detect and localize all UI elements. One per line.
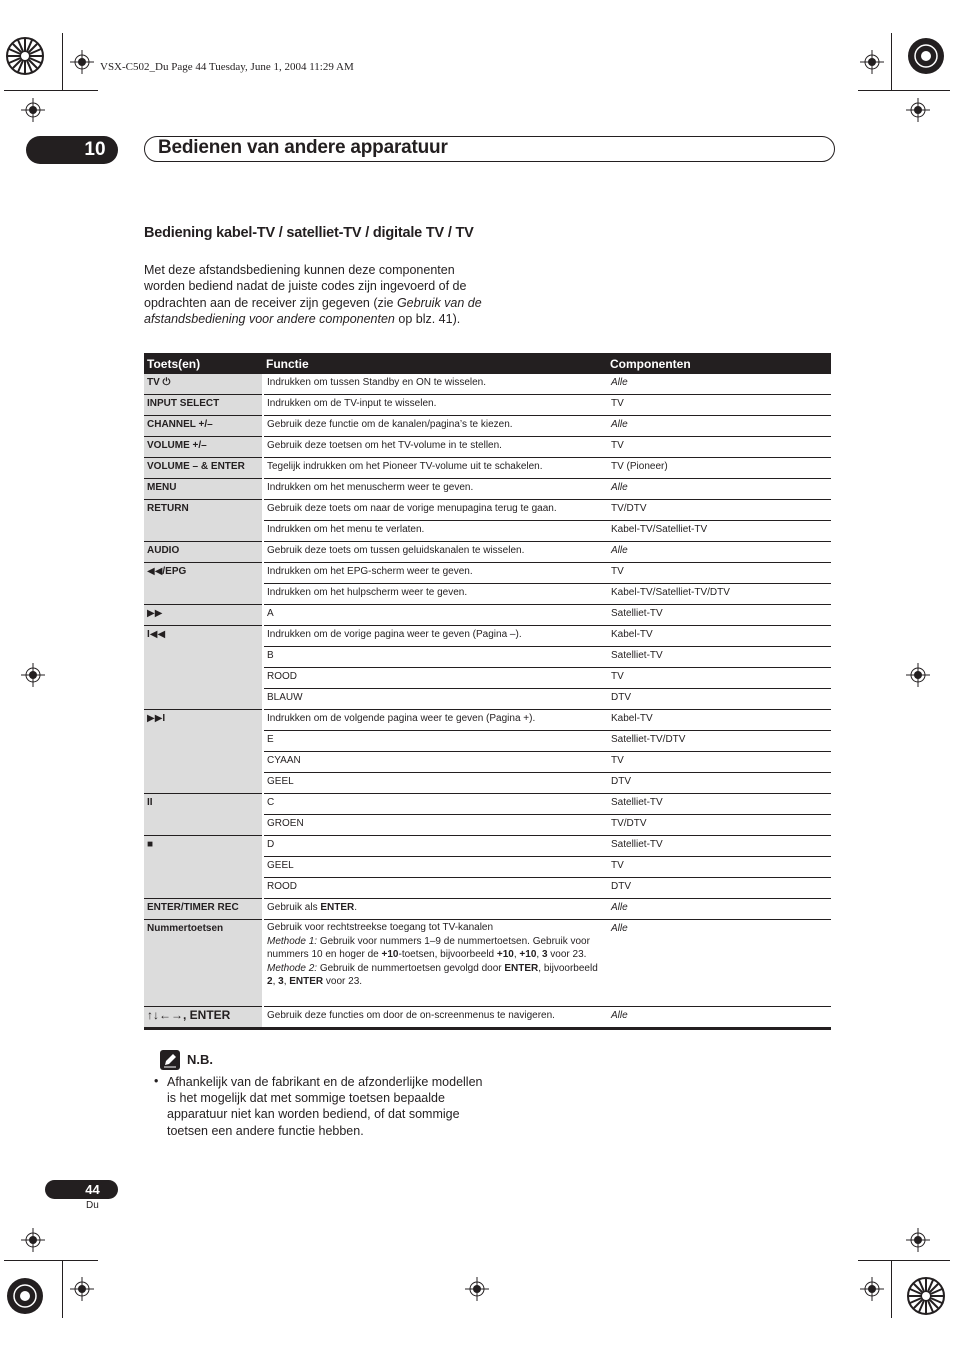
- function-cell: Indrukken om tussen Standby en ON te wisselen.: [263, 374, 607, 395]
- function-cell: E: [263, 731, 607, 752]
- function-text: Gebruik als: [267, 902, 321, 913]
- column-header-components: Componenten: [607, 353, 831, 374]
- starburst-icon: [907, 1277, 945, 1320]
- page-number: 44: [45, 1180, 118, 1199]
- function-cell: BLAUW: [263, 689, 607, 710]
- table-row: [144, 374, 831, 395]
- function-cell: Indrukken om het menuscherm weer te geven.: [263, 479, 607, 500]
- function-text: .: [354, 902, 358, 913]
- components-cell: TV: [607, 437, 831, 458]
- components-cell: TV/DTV: [607, 815, 831, 836]
- function-cell: A: [263, 605, 607, 626]
- function-text: ,: [272, 976, 279, 987]
- function-text: Gebruik de nummertoetsen gevolgd door: [317, 962, 505, 974]
- function-cell: Indrukken om het EPG-scherm weer te geven.: [263, 563, 607, 584]
- chapter-number: 10: [26, 136, 118, 164]
- table-row: [144, 899, 831, 920]
- components-cell: TV (Pioneer): [607, 458, 831, 479]
- components-cell: Alle: [607, 899, 831, 920]
- function-cell: Gebruik deze functies om door de on-screenmenus te navigeren.: [263, 1007, 607, 1029]
- language-code: Du: [86, 1200, 99, 1211]
- components-cell: DTV: [607, 878, 831, 899]
- table-header-row: [144, 353, 831, 374]
- crop-line: [891, 33, 892, 91]
- key-cell: CHANNEL +/–: [144, 416, 263, 437]
- table-row: [144, 542, 831, 563]
- note-text: Afhankelijk van de fabrikant en de afzonderlijke modellen is het mogelijk dat met sommige toetsen bepaalde apparatuur niet kan worden bediend, of dat sommige toetsen een andere functie hebben.: [167, 1075, 483, 1138]
- crop-line: [62, 1260, 63, 1318]
- function-cell: Gebruik deze toets om naar de vorige menupagina terug te gaan.: [263, 500, 607, 521]
- function-cell: Gebruik deze functie om de kanalen/pagina’s te kiezen.: [263, 416, 607, 437]
- function-cell: D: [263, 836, 607, 857]
- function-cell: [263, 920, 607, 1007]
- table-row: [144, 437, 831, 458]
- table-row: [144, 794, 831, 815]
- crosshair-icon: [906, 663, 930, 692]
- table-row: [144, 1007, 831, 1029]
- function-cell: GEEL: [263, 773, 607, 794]
- method-label: Methode 1:: [267, 935, 318, 947]
- function-cell: Indrukken om de volgende pagina weer te geven (Pagina +).: [263, 710, 607, 731]
- components-cell: Satelliet-TV/DTV: [607, 731, 831, 752]
- crosshair-icon: [860, 50, 884, 79]
- function-key-ref: +10: [381, 949, 399, 960]
- crop-line: [858, 90, 950, 91]
- components-cell: Alle: [607, 542, 831, 563]
- key-cell: INPUT SELECT: [144, 395, 263, 416]
- table-row: [144, 458, 831, 479]
- crosshair-icon: [70, 1277, 94, 1306]
- method-label: Methode 2:: [267, 962, 318, 974]
- function-cell: Tegelijk indrukken om het Pioneer TV-volume uit te schakelen.: [263, 458, 607, 479]
- components-cell: DTV: [607, 689, 831, 710]
- function-cell: GROEN: [263, 815, 607, 836]
- function-text: Gebruik voor nummers 1–9 de nummertoetsen. Gebruik voor nummers 10 en hoger de: [267, 935, 590, 960]
- components-cell: Satelliet-TV: [607, 647, 831, 668]
- starburst-icon: [6, 37, 44, 80]
- table-row: [144, 836, 831, 857]
- components-cell: TV/DTV: [607, 500, 831, 521]
- crosshair-icon: [21, 663, 45, 692]
- crosshair-icon: [70, 50, 94, 79]
- table-row: [144, 500, 831, 521]
- function-cell: Indrukken om de TV-input te wisselen.: [263, 395, 607, 416]
- remote-keys-table: [144, 353, 831, 1030]
- key-cell: RETURN: [144, 500, 263, 542]
- function-key-ref: ENTER: [289, 976, 324, 987]
- starburst-icon: [907, 37, 945, 80]
- table-row: [144, 416, 831, 437]
- table-row: [144, 395, 831, 416]
- table-row: [144, 920, 831, 1007]
- function-key-ref: +10: [496, 949, 514, 960]
- components-cell: TV: [607, 857, 831, 878]
- crosshair-icon: [906, 1228, 930, 1257]
- key-cell: VOLUME +/–: [144, 437, 263, 458]
- pencil-icon: [160, 1050, 180, 1070]
- components-cell: Alle: [607, 374, 831, 395]
- table-row: [144, 479, 831, 500]
- components-cell: Kabel-TV/Satelliet-TV: [607, 521, 831, 542]
- components-cell: TV: [607, 668, 831, 689]
- crop-line: [4, 1260, 98, 1261]
- components-cell: Alle: [607, 1007, 831, 1029]
- intro-text-end: op blz. 41).: [394, 312, 461, 327]
- function-text: -toetsen, bijvoorbeeld: [398, 949, 497, 960]
- table-row: [144, 563, 831, 584]
- note-title: N.B.: [187, 1052, 213, 1067]
- key-cell: ▶▶: [144, 605, 263, 626]
- function-cell: GEEL: [263, 857, 607, 878]
- crosshair-icon: [465, 1277, 489, 1306]
- intro-italic-ref: Gebruik van de afstandsbediening voor andere componenten: [144, 295, 482, 327]
- function-cell: Gebruik deze toetsen om het TV-volume in te stellen.: [263, 437, 607, 458]
- function-text: Gebruik voor rechtstreekse toegang tot TV-kanalen: [267, 922, 494, 933]
- key-cell: ■: [144, 836, 263, 899]
- function-cell: C: [263, 794, 607, 815]
- function-cell: ROOD: [263, 668, 607, 689]
- table-row: [144, 626, 831, 647]
- components-cell: Alle: [607, 416, 831, 437]
- column-header-function: Functie: [263, 353, 607, 374]
- function-key-ref: 2: [267, 976, 273, 987]
- function-text: ,: [536, 949, 542, 960]
- key-cell: MENU: [144, 479, 263, 500]
- method-1-text: [267, 935, 604, 962]
- method-2-text: [267, 962, 604, 989]
- crop-line: [4, 90, 98, 91]
- function-cell: Gebruik deze toets om tussen geluidskanalen te wisselen.: [263, 542, 607, 563]
- function-text: , bijvoorbeeld: [538, 962, 598, 974]
- intro-paragraph: [144, 262, 484, 328]
- function-text: ,: [513, 949, 520, 960]
- crosshair-icon: [860, 1277, 884, 1306]
- crosshair-icon: [906, 98, 930, 127]
- function-cell: Indrukken om het menu te verlaten.: [263, 521, 607, 542]
- function-key-ref: ENTER: [320, 902, 355, 913]
- components-cell: Satelliet-TV: [607, 836, 831, 857]
- function-text: voor 23.: [547, 949, 587, 960]
- key-cell: ◀◀/EPG: [144, 563, 263, 605]
- components-cell: TV: [607, 395, 831, 416]
- function-key-ref: +10: [519, 949, 537, 960]
- function-text: voor 23.: [323, 976, 363, 987]
- crosshair-icon: [21, 98, 45, 127]
- print-slug: VSX-C502_Du Page 44 Tuesday, June 1, 2004 11:29 AM: [100, 61, 354, 73]
- table-row: [144, 605, 831, 626]
- function-key-ref: ENTER: [504, 962, 539, 974]
- key-cell: Nummertoetsen: [144, 920, 263, 1007]
- column-header-keys: Toets(en): [144, 353, 263, 374]
- components-cell: Satelliet-TV: [607, 794, 831, 815]
- key-cell: TV ⏻: [144, 374, 263, 395]
- function-cell: Indrukken om de vorige pagina weer te geven (Pagina –).: [263, 626, 607, 647]
- crop-line: [858, 1260, 950, 1261]
- components-cell: Kabel-TV: [607, 710, 831, 731]
- function-cell: [263, 899, 607, 920]
- components-cell: DTV: [607, 773, 831, 794]
- function-cell: CYAAN: [263, 752, 607, 773]
- components-cell: TV: [607, 563, 831, 584]
- key-cell: AUDIO: [144, 542, 263, 563]
- key-cell: ENTER/TIMER REC: [144, 899, 263, 920]
- bullet-icon: •: [154, 1074, 159, 1088]
- key-cell: ↑↓←→, ENTER: [144, 1007, 263, 1029]
- section-title: Bediening kabel-TV / satelliet-TV / digitale TV / TV: [144, 225, 474, 241]
- intro-text: Met deze afstandsbediening kunnen deze componenten worden bediend nadat de juiste codes zijn ingevoerd of de opdrachten aan de receiver zijn gegeven (zie: [144, 263, 467, 310]
- key-cell: ▶▶I: [144, 710, 263, 794]
- function-key-ref: 3: [278, 976, 284, 987]
- crop-line: [891, 1260, 892, 1318]
- function-cell: ROOD: [263, 878, 607, 899]
- key-cell: VOLUME – & ENTER: [144, 458, 263, 479]
- function-text: ,: [283, 976, 290, 987]
- key-cell: I◀◀: [144, 626, 263, 710]
- components-cell: Satelliet-TV: [607, 605, 831, 626]
- components-cell: Alle: [607, 479, 831, 500]
- table-row: [144, 710, 831, 731]
- starburst-icon: [6, 1277, 44, 1320]
- chapter-title: Bedienen van andere apparatuur: [158, 137, 448, 158]
- components-cell: Kabel-TV/Satelliet-TV/DTV: [607, 584, 831, 605]
- components-cell: Alle: [607, 920, 831, 1007]
- crop-line: [62, 33, 63, 91]
- crosshair-icon: [21, 1228, 45, 1257]
- components-cell: TV: [607, 752, 831, 773]
- function-cell: Indrukken om het hulpscherm weer te geven.: [263, 584, 607, 605]
- function-key-ref: 3: [541, 949, 548, 960]
- key-cell: II: [144, 794, 263, 836]
- function-cell: B: [263, 647, 607, 668]
- components-cell: Kabel-TV: [607, 626, 831, 647]
